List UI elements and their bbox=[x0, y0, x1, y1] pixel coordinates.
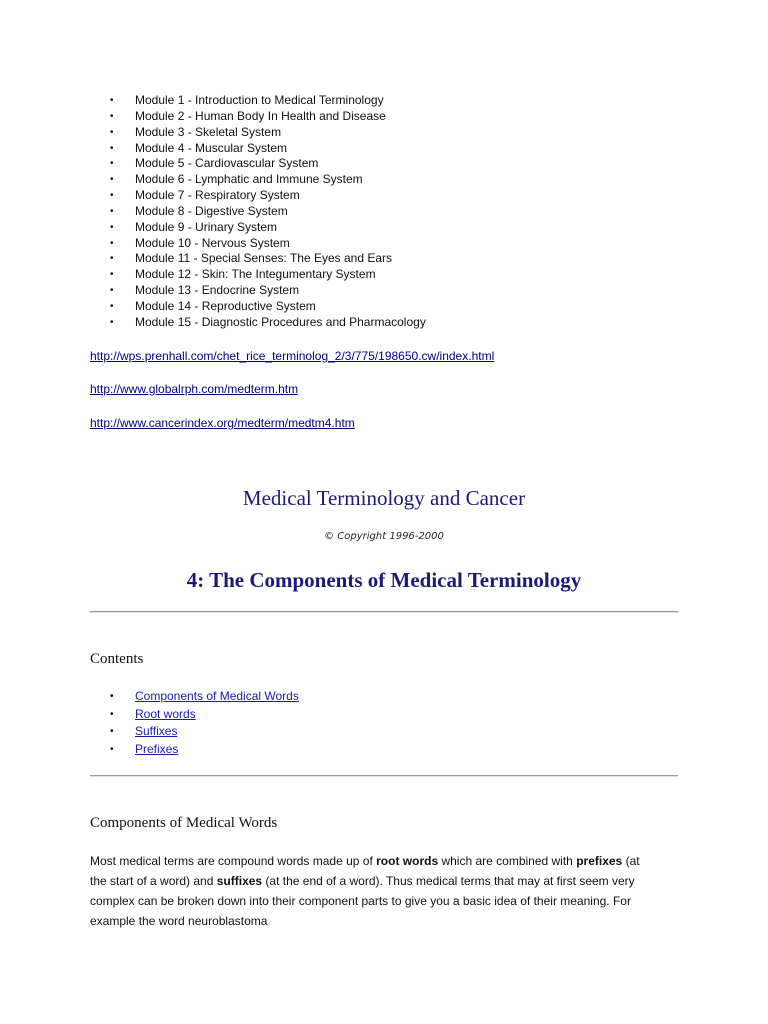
contents-link-root-words[interactable]: Root words bbox=[135, 706, 196, 721]
list-item bbox=[90, 220, 426, 236]
bullet-icon: • bbox=[110, 300, 114, 312]
body-paragraph bbox=[90, 851, 690, 931]
bold-term: prefixes bbox=[576, 854, 623, 868]
chapter-title: 4: The Components of Medical Terminology bbox=[186, 568, 582, 592]
bullet-icon: • bbox=[110, 285, 114, 297]
text-run: (at the end of a word). Thus medical terms that may at first seem very bbox=[262, 874, 635, 888]
list-item bbox=[90, 315, 426, 331]
bullet-icon: • bbox=[110, 221, 114, 233]
list-item bbox=[90, 723, 299, 741]
paragraph-line bbox=[90, 851, 690, 871]
list-item bbox=[90, 251, 426, 267]
bullet-icon: • bbox=[110, 253, 114, 265]
horizontal-rule bbox=[90, 611, 678, 613]
bullet-icon: • bbox=[110, 743, 114, 755]
paragraph-line bbox=[90, 871, 690, 891]
list-item bbox=[90, 109, 426, 125]
module-item-text: Module 11 - Special Senses: The Eyes and Ears bbox=[135, 251, 393, 266]
module-list bbox=[90, 93, 426, 331]
contents-heading: Contents bbox=[90, 651, 144, 667]
section-heading: Components of Medical Words bbox=[90, 815, 278, 831]
contents-link-suffixes[interactable]: Suffixes bbox=[135, 724, 178, 738]
module-item-text: Module 2 - Human Body In Health and Disease bbox=[135, 108, 386, 123]
bold-term: root words bbox=[376, 854, 439, 868]
page-title: Medical Terminology and Cancer bbox=[242, 486, 526, 510]
link-prenhall[interactable]: http://wps.prenhall.com/chet_rice_terminolog_2/3/775/198650.cw/index.html bbox=[90, 349, 495, 363]
module-item-text: Module 10 - Nervous System bbox=[135, 235, 290, 250]
list-item bbox=[90, 283, 426, 299]
bullet-icon: • bbox=[110, 190, 114, 202]
contents-list bbox=[90, 688, 299, 758]
module-item-text: Module 9 - Urinary System bbox=[135, 219, 278, 234]
bullet-icon: • bbox=[110, 691, 114, 702]
bullet-icon: • bbox=[110, 110, 114, 122]
bullet-icon: • bbox=[110, 95, 114, 106]
module-item-text: Module 7 - Respiratory System bbox=[135, 188, 300, 203]
list-item bbox=[90, 141, 426, 157]
bullet-icon: • bbox=[110, 726, 114, 737]
horizontal-rule bbox=[90, 775, 678, 777]
text-run: the start of a word) and bbox=[90, 874, 217, 888]
module-item-text: Module 12 - Skin: The Integumentary System bbox=[135, 267, 376, 282]
bullet-icon: • bbox=[110, 142, 114, 154]
bullet-icon: • bbox=[110, 316, 114, 328]
link-cancerindex[interactable]: http://www.cancerindex.org/medterm/medtm4.htm bbox=[90, 416, 355, 430]
list-item bbox=[90, 172, 426, 188]
bullet-icon: • bbox=[110, 708, 114, 720]
bullet-icon: • bbox=[110, 205, 114, 217]
list-item bbox=[90, 688, 299, 706]
paragraph-line: example the word neuroblastoma bbox=[90, 914, 268, 928]
list-item bbox=[90, 188, 426, 204]
module-item-text: Module 14 - Reproductive System bbox=[135, 298, 316, 313]
bullet-icon: • bbox=[110, 237, 114, 249]
list-item bbox=[90, 741, 299, 759]
list-item bbox=[90, 706, 299, 724]
module-item-text: Module 5 - Cardiovascular System bbox=[135, 156, 319, 171]
contents-link-prefixes[interactable]: Prefixes bbox=[135, 741, 179, 756]
bullet-icon: • bbox=[110, 158, 114, 170]
list-item bbox=[90, 156, 426, 172]
module-item-text: Module 4 - Muscular System bbox=[135, 140, 288, 155]
bullet-icon: • bbox=[110, 126, 114, 138]
bullet-icon: • bbox=[110, 269, 114, 281]
bullet-icon: • bbox=[110, 174, 114, 186]
list-item bbox=[90, 93, 426, 109]
module-item-text: Module 8 - Digestive System bbox=[135, 203, 288, 218]
list-item bbox=[90, 125, 426, 141]
module-item-text: Module 1 - Introduction to Medical Terminology bbox=[135, 93, 384, 107]
module-item-text: Module 15 - Diagnostic Procedures and Pharmacology bbox=[135, 314, 426, 329]
bold-term: suffixes bbox=[216, 874, 263, 888]
text-run: (at bbox=[622, 854, 640, 868]
copyright-notice: © Copyright 1996-2000 bbox=[324, 531, 444, 542]
list-item bbox=[90, 236, 426, 252]
list-item bbox=[90, 267, 426, 283]
contents-link-components[interactable]: Components of Medical Words bbox=[135, 689, 299, 703]
text-run: which are combined with bbox=[438, 854, 577, 868]
module-item-text: Module 3 - Skeletal System bbox=[135, 124, 282, 139]
list-item bbox=[90, 299, 426, 315]
list-item bbox=[90, 204, 426, 220]
text-run: Most medical terms are compound words made up of bbox=[90, 854, 377, 868]
link-globalrph[interactable]: http://www.globalrph.com/medterm.htm bbox=[90, 382, 299, 396]
module-item-text: Module 13 - Endocrine System bbox=[135, 283, 300, 298]
paragraph-line: complex can be broken down into their component parts to give you a basic idea of their meaning. For bbox=[90, 894, 631, 908]
module-item-text: Module 6 - Lymphatic and Immune System bbox=[135, 172, 363, 187]
